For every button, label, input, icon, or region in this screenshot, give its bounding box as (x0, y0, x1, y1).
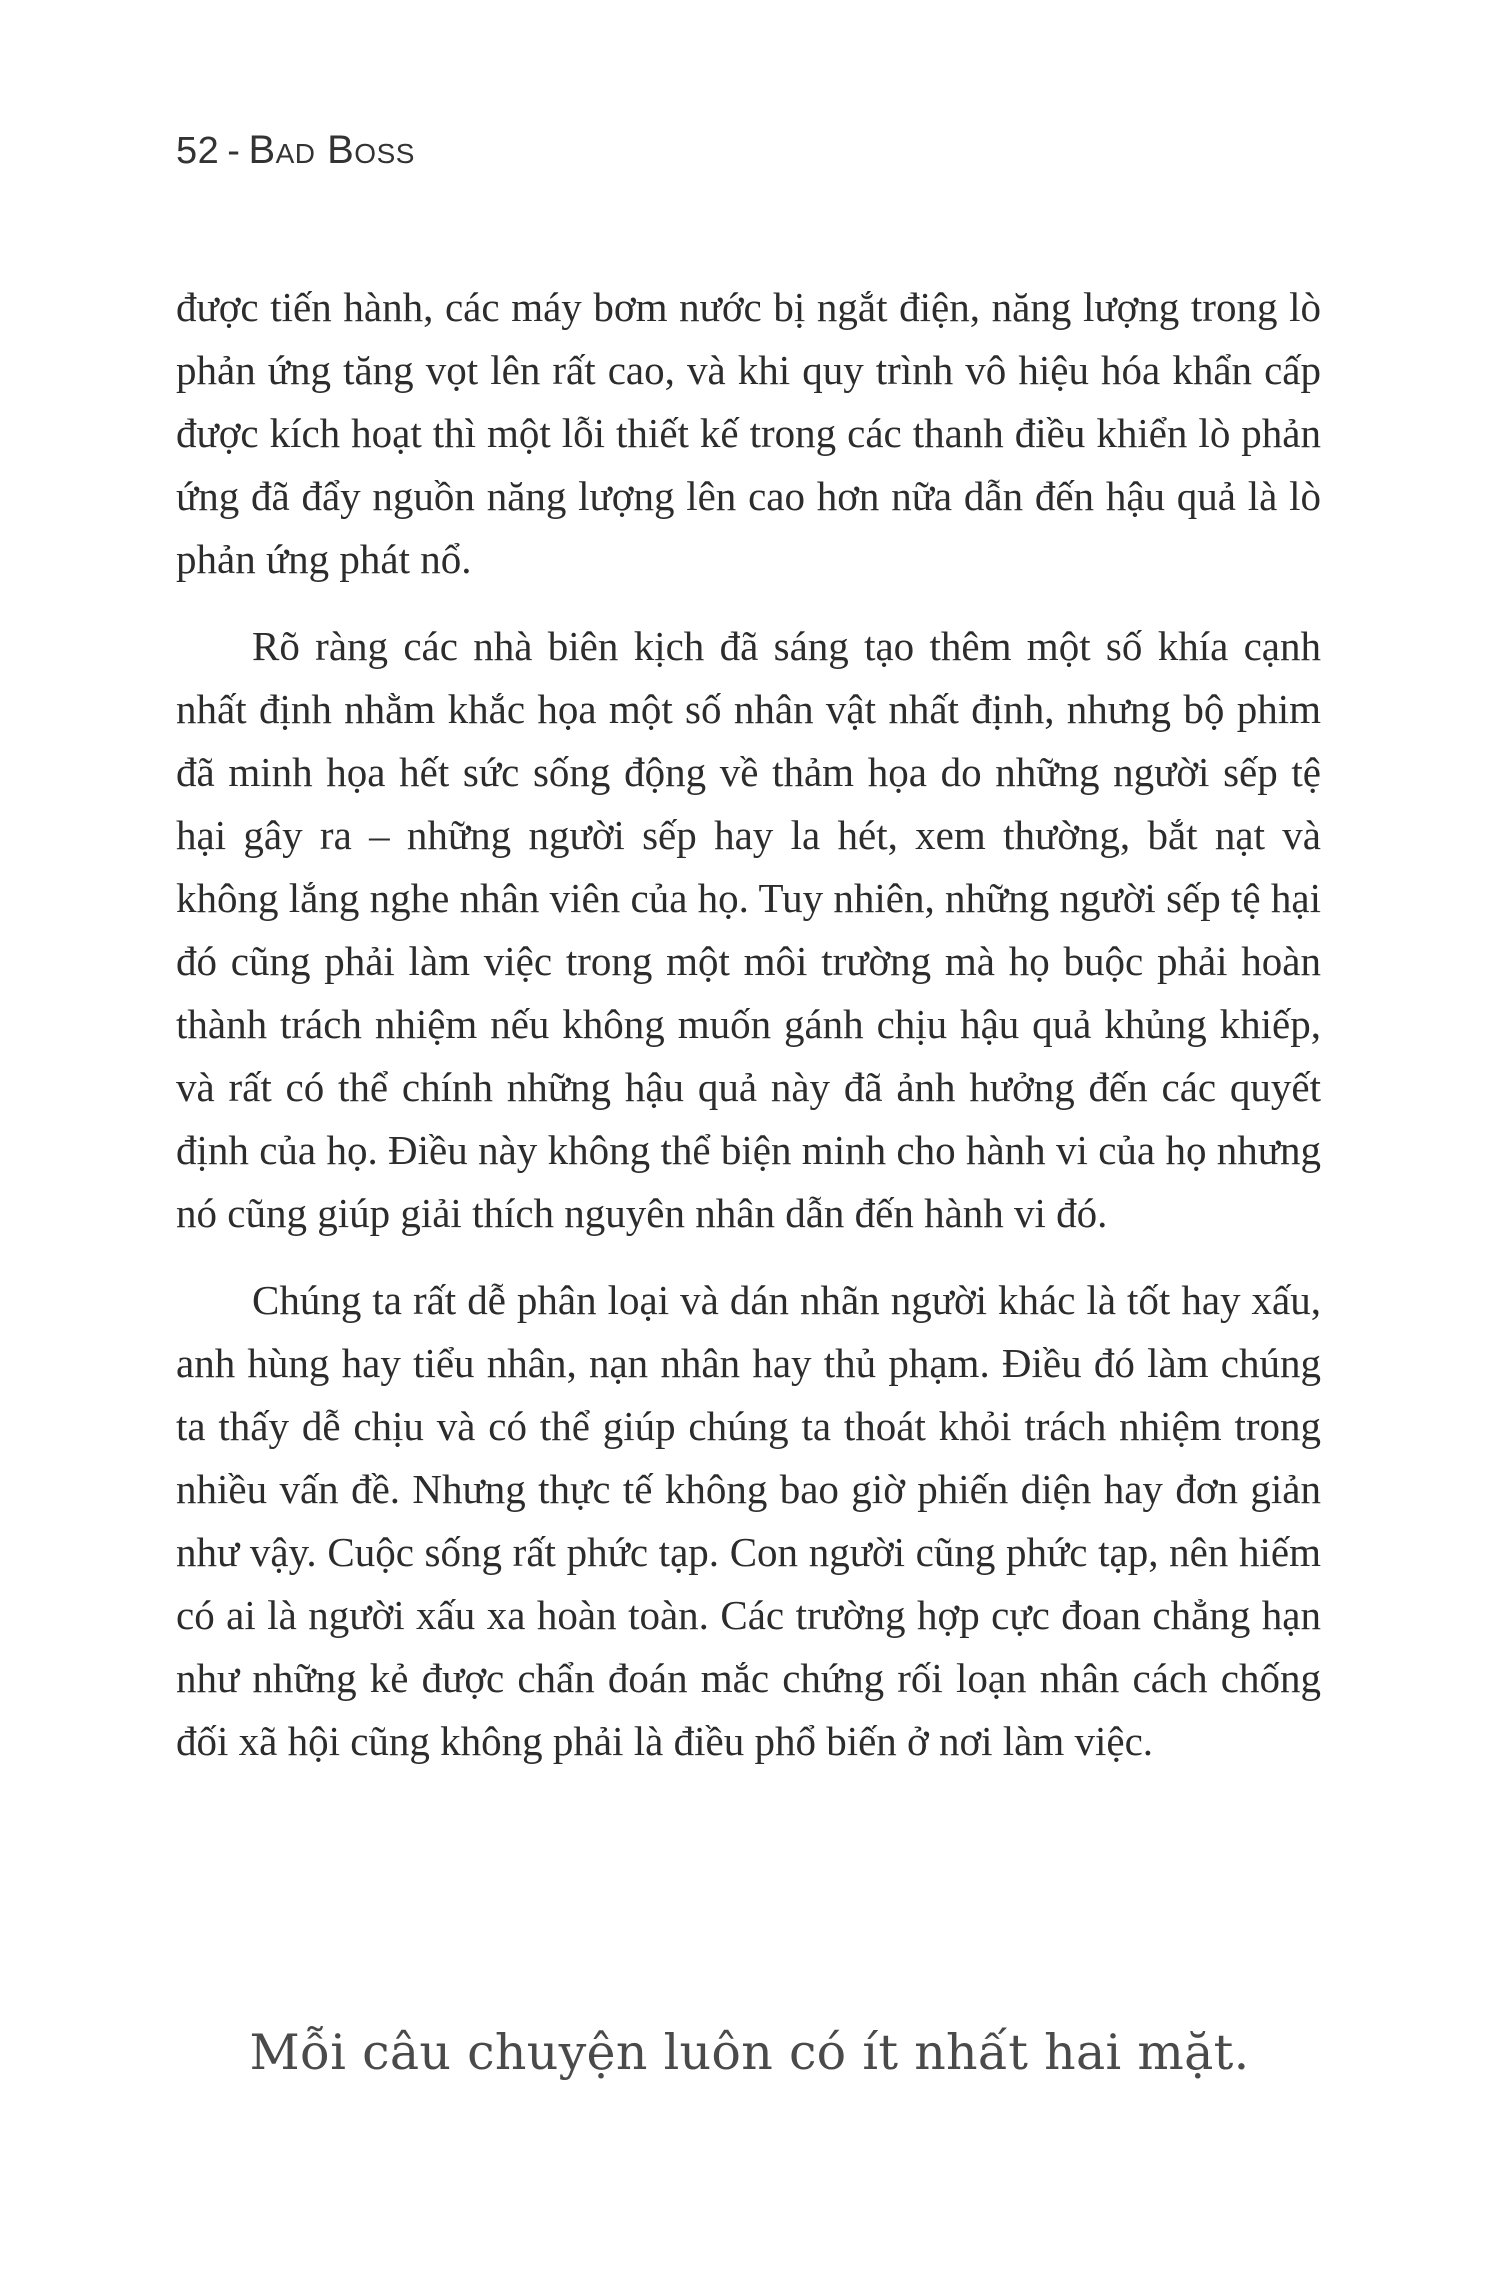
paragraph-continuation: được tiến hành, các máy bơm nước bị ngắt điện, năng lượng trong lò phản ứng tăng vọt lên rất cao, và khi quy trình vô hiệu hóa khẩn cấp được kích hoạt thì một lỗi thiết kế trong các thanh điều khiển lò phản ứng đã đẩy nguồn năng lượng lên cao hơn nữa dẫn đến hậu quả là lò phản ứng phát nổ. (176, 284, 1321, 582)
page-number: 52 (176, 130, 220, 172)
book-title: Bad Boss (248, 128, 415, 172)
pull-quote: Mỗi câu chuyện luôn có ít nhất hai mặt. (249, 2024, 1250, 2081)
running-header (176, 128, 415, 173)
body-text (176, 276, 1321, 1797)
paragraph: Rõ ràng các nhà biên kịch đã sáng tạo thêm một số khía cạnh nhất định nhằm khắc họa một số nhân vật nhất định, nhưng bộ phim đã minh họa hết sức sống động về thảm họa do những người sếp tệ hại gây ra – những người sếp hay la hét, xem thường, bắt nạt và không lắng nghe nhân viên của họ. Tuy nhiên, những người sếp tệ hại đó cũng phải làm việc trong một môi trường mà họ buộc phải hoàn thành trách nhiệm nếu không muốn gánh chịu hậu quả khủng khiếp, và rất có thể chính những hậu quả này đã ảnh hưởng đến các quyết định của họ. Điều này không thể biện minh cho hành vi của họ nhưng nó cũng giúp giải thích nguyên nhân dẫn đến hành vi đó. (176, 623, 1321, 1236)
paragraph: Chúng ta rất dễ phân loại và dán nhãn người khác là tốt hay xấu, anh hùng hay tiểu nhân, nạn nhân hay thủ phạm. Điều đó làm chúng ta thấy dễ chịu và có thể giúp chúng ta thoát khỏi trách nhiệm trong nhiều vấn đề. Nhưng thực tế không bao giờ phiến diện hay đơn giản như vậy. Cuộc sống rất phức tạp. Con người cũng phức tạp, nên hiếm có ai là người xấu xa hoàn toàn. Các trường hợp cực đoan chẳng hạn như những kẻ được chẩn đoán mắc chứng rối loạn nhân cách chống đối xã hội cũng không phải là điều phổ biến ở nơi làm việc. (176, 1277, 1321, 1764)
header-separator: - (227, 130, 241, 172)
